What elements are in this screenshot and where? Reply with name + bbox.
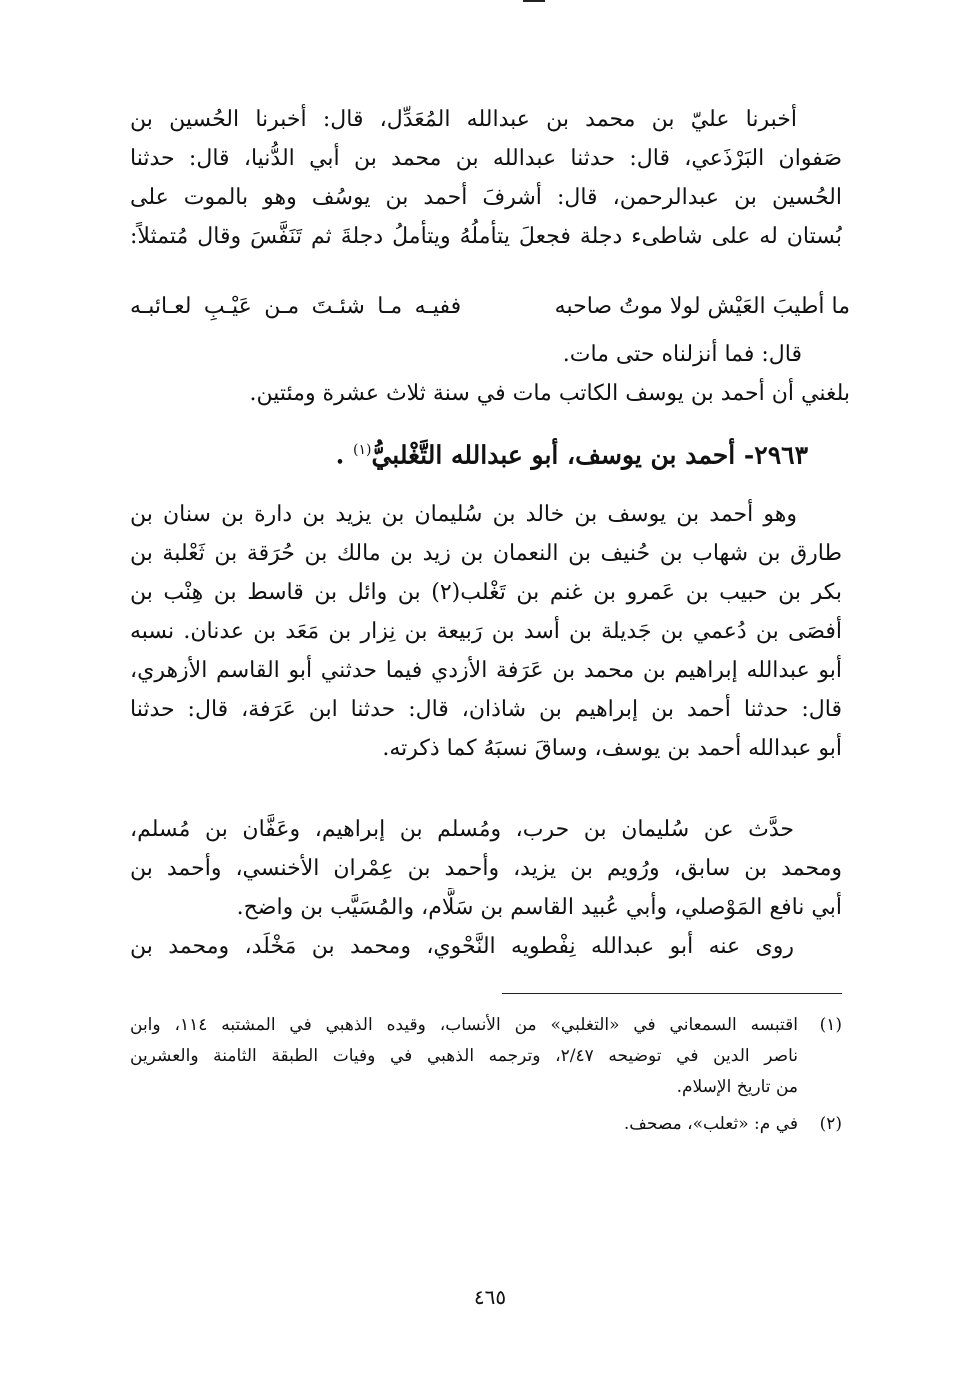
poem-first-hemistich: ما أطيبَ العَيْش لولا موتُ صاحبه <box>554 294 850 319</box>
footnote-body <box>130 1109 798 1140</box>
text-line: أفصَى بن دُعمي بن جَديلة بن أسد بن رَبيعة بن نِزار بن مَعَد بن عدنان. نسبه <box>130 619 842 644</box>
footnotes <box>130 1010 842 1140</box>
footnote-body <box>130 1010 798 1103</box>
footnote-line: من تاريخ الإسلام. <box>676 1077 798 1097</box>
text-line: صَفوان البَرْذَعي، قال: حدثنا عبدالله بن محمد بن أبي الدُّنيا، قال: حدثنا <box>130 146 842 171</box>
footnote <box>130 1010 842 1103</box>
top-edge-mark <box>523 0 545 2</box>
text-line: أبي نافع المَوْصلي، وأبي عُبيد القاسم بن سَلَّام، والمُسَيَّب بن واضح. <box>236 895 842 920</box>
text-line: أبو عبدالله إبراهيم بن محمد بن عَرَفة الأزدي فيما حدثني أبو القاسم الأزهري، <box>130 658 842 683</box>
footnote <box>130 1109 842 1140</box>
text-line: ومحمد بن سابق، ورُويم بن يزيد، وأحمد بن عِمْران الأخنسي، وأحمد بن <box>130 856 842 881</box>
text-line: حدَّث عن سُليمان بن حرب، ومُسلم بن إبراهيم، وعَفَّان بن مُسلم، <box>130 817 794 842</box>
text-line: أخبرنا عليّ بن محمد بن عبدالله المُعَدِّل، قال: أخبرنا الحُسين بن <box>130 107 797 132</box>
paragraph-narrators <box>130 810 842 966</box>
entry-period: . <box>335 440 345 470</box>
footnote-number: (١) <box>819 1015 842 1035</box>
footnote-line: ناصر الدين في توضيحه ٢/٤٧، وترجمه الذهبي في وفيات الطبقة الثامنة والعشرين <box>130 1046 798 1066</box>
poem-verse <box>130 287 850 327</box>
page-number: ٤٦٥ <box>473 1285 507 1309</box>
text-line: بلغني أن أحمد بن يوسف الكاتب مات في سنة ثلاث عشرة ومئتين. <box>249 381 850 406</box>
text-line: وهو أحمد بن يوسف بن خالد بن سُليمان بن يزيد بن دارة بن سنان بن <box>130 502 797 527</box>
text-line: بُستان له على شاطىء دجلة فجعلَ يتأملُهُ ويتأملُ دجلةَ ثم تَنَفَّسَ وقال مُتمثلاً: <box>130 224 842 249</box>
footnote-line: في م: «ثعلب»، مصحف. <box>623 1114 798 1134</box>
text-line: قال: حدثنا أحمد بن إبراهيم بن شاذان، قال: حدثنا ابن عَرَفة، قال: حدثنا <box>130 697 842 722</box>
footnote-number: (٢) <box>819 1114 842 1134</box>
poem-second-hemistich: ففيـه مـا شئـتَ مـن عَيْـبِ لعـائبـه <box>130 294 462 319</box>
footnote-reference: (١) <box>353 442 372 458</box>
paragraph-death <box>130 335 850 420</box>
paragraph-isnad <box>130 100 842 256</box>
text-line: بكر بن حبيب بن عَمرو بن غنم بن تَغْلب(٢) بن وائل بن قاسط بن هِنْب بن <box>130 580 842 605</box>
text-line: أبو عبدالله أحمد بن يوسف، وساقَ نسبَهُ كما ذكرته. <box>382 736 842 761</box>
text-line: روى عنه أبو عبدالله نِفْطويه النَّحْوي، ومحمد بن مَخْلَد، ومحمد بن <box>130 934 794 959</box>
footnote-separator <box>502 993 842 994</box>
text-line: قال: فما أنزلناه حتى مات. <box>562 342 802 367</box>
footnote-line: اقتبسه السمعاني في «التغلبي» من الأنساب، وقيده الذهبي في المشتبه ١١٤، وابن <box>130 1015 798 1035</box>
entry-heading <box>336 430 808 475</box>
text-line: الحُسين بن عبدالرحمن، قال: أشرفَ أحمد بن يوسُف وهو بالموت على <box>130 185 842 210</box>
entry-title: ٢٩٦٣- أحمد بن يوسف، أبو عبدالله التَّغْلبيُّ <box>371 440 808 470</box>
text-line: طارق بن شهاب بن حُنيف بن النعمان بن زيد بن مالك بن حُرَقة بن ثَعْلبة بن <box>130 541 842 566</box>
paragraph-lineage <box>130 495 842 768</box>
